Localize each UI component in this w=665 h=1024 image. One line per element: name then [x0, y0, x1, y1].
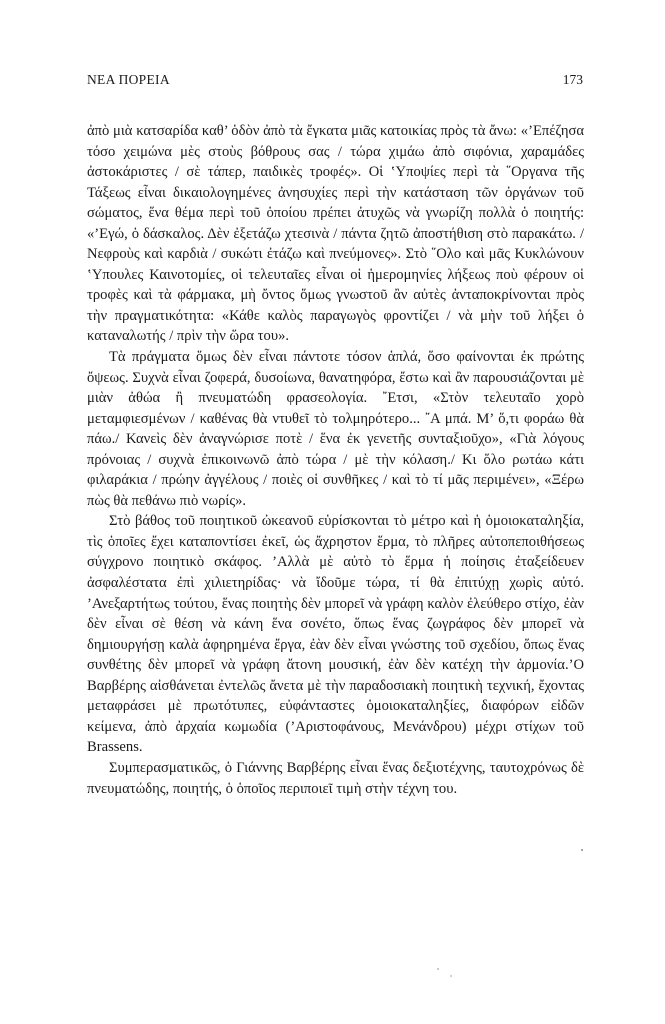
paragraph: ἀπὸ μιὰ κατσαρίδα καθ’ ὁδὸν ἀπὸ τὰ ἔγκατα μιᾶς κατοικίας πρὸς τὰ ἄνω: «’Επέζησα τόσο χειμώνα μὲς στοὺς βόθρους σας / τώρα χιμάω ἀπὸ σιφόνια, χαραμάδες ἀστοκάριστες / σὲ τάπερ, παιδικὲς τροφές». Οἱ ‛Υποψίες περὶ τὰ ῞Οργανα τῆς Τάξεως εἶναι δικαιολογημένες ἀνησυχίες περὶ τὴν κατάσταση τῶν ὀργάνων τοῦ σώματος, ἕνα θέμα περὶ τοῦ ὁποίου πρέπει ἀτυχῶς νὰ γνωρίζη πολλὰ ὁ ποιητής: «’Εγώ, ὁ δάσκαλος. Δὲν ἐξετάζω χτεσινὰ / πάντα ζητῶ ἀποστήθιση στὸ παρακάτω. /Νεφροὺς καὶ καρδιὰ / συκώτι ἐτάζω καὶ πνεύμονες». Στὸ ῞Ολο καὶ μᾶς Κυκλώνουν ‛Υπουλες Καινοτομίες, οἱ τελευταῖες εἶναι οἱ ἡμερομηνίες λήξεως ποὺ φέρουν οἱ τροφὲς καὶ τὰ φάρμακα, μὴ ὄντος ὅμως γνωστοῦ ἂν αὐτὲς ἀνταποκρίνονται πρὸς τὴν πραγματικότητα: «Κάθε καλὸς παραγωγὸς φροντίζει / νὰ μὴν τοῦ λήξει ὁ καταναλωτής / πρὶν τὴν ὥρα του».	[87, 123, 584, 345]
paragraph: Συμπερασματικῶς, ὁ Γιάννης Βαρβέρης εἶναι ἕνας δεξιοτέχνης, ταυτοχρόνως δὲ πνευματώδης, ποιητής, ὁ ὁποῖος περιποιεῖ τιμὴ στὴν τέχνη του.	[87, 759, 584, 797]
running-title: ΝΕΑ ΠΟΡΕΙΑ	[87, 72, 170, 87]
page-number: 173	[562, 72, 583, 87]
paragraph: Στὸ βάθος τοῦ ποιητικοῦ ὠκεανοῦ εὑρίσκονται τὸ μέτρο καὶ ἡ ὁμοιοκαταληξία, τὶς ὁποῖες ἔχει καταποντίσει ἐκεῖ, ὡς ἄχρηστον ἕρμα, τὸ πλῆρες αὐτοπεποιθήσεως σύγχρονο ποιητικὸ σκάφος. ’Αλλὰ μὲ αὐτὸ τὸ ἕρμα ἡ ποίησις ἐταξείδευεν ἀσφαλέστατα ἐπὶ χιλιετηρίδας· νὰ ἴδοῦμε τώρα, τί θὰ ἐπιτύχῃ χωρὶς αὐτό. ’Ανεξαρτήτως τούτου, ἕνας ποιητὴς δὲν μπορεῖ νὰ γράφη καλὸν ἐλεύθερο στίχο, ἐὰν δὲν εἶναι σὲ θέση νὰ κάνη ἕνα σονέτο, ὅπως ἕνας ζωγράφος δὲν μπορεῖ νὰ δημιουργήσῃ καλὰ ἀφηρημένα ἔργα, ἐὰν δὲν εἶναι γνώστης τοῦ σχεδίου, ὅπως ἕνας συνθέτης δὲν μπορεῖ νὰ γράφη ἄτονη μουσική, ἐὰν δὲν κατέχη τὴν ἁρμονία.’Ο Βαρβέρης αἰσθάνεται ἐντελῶς ἄνετα μὲ τὴν παραδοσιακὴ ποιητικὴ τεχνική, ἔχοντας μεταφράσει μὲ πρωτότυπες, εὐφάνταστες ὁμοιοκαταληξίες, διαφόρων εἰδῶν κείμενα, ἀπὸ ἀρχαία κωμωδία (’Αριστοφάνους, Μενάνδρου) μέχρι στίχων τοῦ Brassens.	[87, 513, 584, 756]
paragraph: Τὰ πράγματα ὅμως δὲν εἶναι πάντοτε τόσον ἁπλά, ὅσο φαίνονται ἐκ πρώτης ὄψεως. Συχνὰ εἶναι ζοφερά, δυσοίωνα, θανατηφόρα, ἔστω καὶ ἂν παρουσιάζονται μὲ μιὰν ἀθώα ἢ πνευματώδη φρασεολογία. ῎Ετσι, «Στὸν τελευταῖο χορὸ μεταμφιεσμένων / καθένας θὰ ντυθεῖ τὸ τολμηρότερο... ῎Α μπά. Μ’ ὅ,τι φοράω θὰ πάω./ Κανεὶς δὲν ἀναγνώρισε ποτὲ / ἕνα ἐκ γενετῆς συνταξιοῦχο», «Γιὰ λόγους πρόνοιας / συχνὰ ἐπικοινωνῶ ἀπὸ τώρα / μὲ τὴν κόλαση./ Κι ὅλο ρωτάω κάτι φιλαράκια / πρώην ἀγγέλους / ποιὲς οἱ συνθῆκες / καὶ τὸ τί μᾶς περιμένει», «Ξέρω πὼς θὰ πεθάνω πιὸ νωρίς».	[87, 349, 584, 509]
print-speck	[437, 968, 439, 970]
running-header	[87, 72, 583, 90]
body-text	[87, 121, 584, 799]
print-speck	[581, 849, 583, 851]
print-speck	[450, 975, 452, 977]
